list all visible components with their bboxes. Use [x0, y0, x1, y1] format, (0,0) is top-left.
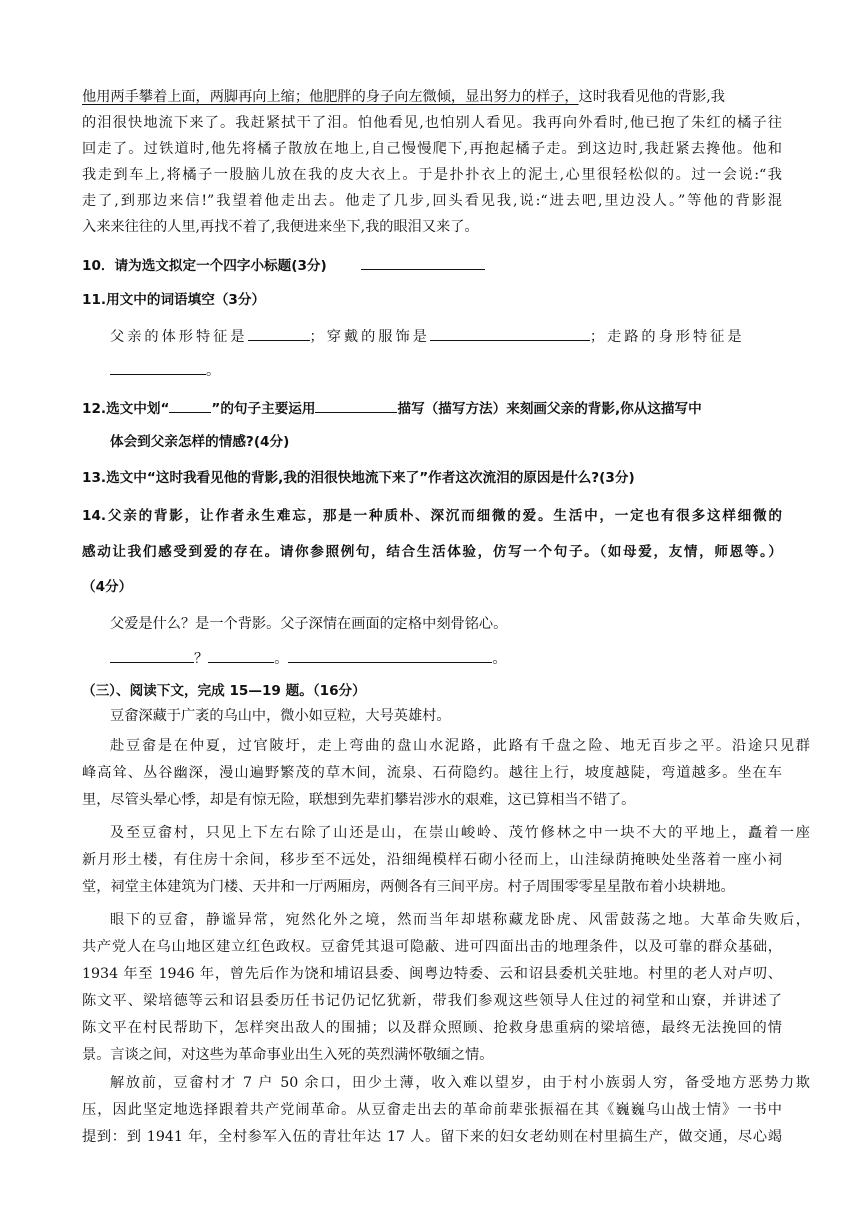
paragraph-line: 压，因此坚定地选择跟着共产党闹革命。从豆畲走出去的革命前辈张振福在其《巍巍乌山战士情》一书中: [82, 1102, 782, 1118]
section-heading: （三）、阅读下文，完成 15—19 题。（16分）: [82, 683, 366, 699]
paragraph-line: 共产党人在乌山地区建立红色政权。豆畲凭其退可隐蔽、进可四面出击的地理条件，以及可靠的群众基础，: [82, 939, 782, 955]
question-10: [82, 255, 782, 276]
answer-blank[interactable]: [110, 360, 206, 375]
punct: 。: [492, 651, 507, 667]
punct: 。: [274, 651, 289, 667]
answer-blank[interactable]: [248, 326, 310, 341]
paragraph-line: 陈文平在村民帮助下，怎样突出敌人的围捕；以及群众照顾、抢救身患重病的梁培德，最终无法挽回的情: [82, 1020, 782, 1036]
punct: ？: [194, 651, 209, 667]
answer-blank[interactable]: [288, 648, 492, 663]
passage-line: [82, 87, 782, 107]
paragraph-line: 堂，祠堂主体建筑为门楼、天井和一厅两厢房，两侧各有三间平房。村子周围零零星星散布着小块耕地。: [82, 879, 735, 895]
paragraph-line: 豆畲深藏于广袤的乌山中，微小如豆粒，大号英雄村。: [110, 708, 451, 724]
paragraph-line: 陈文平、梁培德等云和诏县委历任书记仍记忆犹新，带我们参观这些领导人住过的祠堂和山寮，并讲述了: [82, 993, 782, 1009]
passage-line: 的泪很快地流下来了。我赶紧拭干了泪。怕他看见,也怕别人看见。我再向外看时,他已抱了朱红的橘子往: [82, 115, 782, 131]
question-text: 10．请为选文拟定一个四字小标题(3分): [82, 258, 327, 274]
passage-line: 回走了。过铁道时,他先将橘子散放在地上,自己慢慢爬下,再抱起橘子走。到这边时,我赶紧去搀他。他和: [82, 141, 782, 157]
fill-text: 父亲的体形特征是: [110, 329, 248, 345]
paragraph-line: 及至豆畲村，只见上下左右除了山还是山，在崇山峻岭、茂竹修林之中一块不大的平地上，矗着一座: [110, 825, 810, 841]
answer-blank[interactable]: [430, 326, 590, 341]
question-11-fill-end: [82, 360, 810, 381]
question-14-example: 父爱是什么？是一个背影。父子深情在画面的定格中刻骨铭心。: [110, 616, 508, 632]
question-text: 描写（描写方法）来刻画父亲的背影,你从这描写中: [397, 401, 702, 417]
passage-line: 入来来往往的人里,再找不着了,我便进来坐下,我的眼泪又来了。: [82, 219, 479, 235]
question-14-answer: [82, 648, 810, 669]
paragraph-line: 眼下的豆畲，静谧异常，宛然化外之境，然而当年却堪称藏龙卧虎、风雷鼓荡之地。大革命失败后，: [110, 912, 810, 928]
paragraph-line: 景。言谈之间，对这些为革命事业出生入死的英烈满怀敬缅之情。: [82, 1047, 494, 1063]
paragraph-line: 赴豆畲是在仲夏，过官陂圩，走上弯曲的盘山水泥路，此路有千盘之险、地无百步之平。沿途只见群: [110, 738, 810, 754]
question-14-cont: 感动让我们感受到爱的存在。请你参照例句，结合生活体验，仿写一个句子。（如母爱，友情，师恩等。）: [82, 544, 782, 560]
question-text: ”的句子主要运用: [211, 401, 316, 417]
paragraph-line: 提到：到 1941 年，全村参军入伍的青壮年达 17 人。留下来的妇女老幼则在村里搞生产，做交通，尽心竭: [82, 1129, 782, 1145]
paragraph-line: 里，尽管头晕心悸，却是有惊无险，联想到先辈扪攀岩涉水的艰难，这已算相当不错了。: [82, 792, 636, 808]
question-14: 14.父亲的背影，让作者永生难忘，那是一种质朴、深沉而细微的爱。生活中，一定也有很多这样细微的: [82, 508, 782, 524]
paragraph-line: 新月形土楼，有住房十余间，移步至不远处，沿细绳模样石砌小径而上，山洼绿荫掩映处坐落着一座小祠: [82, 852, 782, 868]
question-12: [82, 398, 782, 419]
question-11-fill: [82, 326, 782, 347]
answer-blank[interactable]: [315, 398, 397, 413]
paragraph-line: 1934 年至 1946 年，曾先后作为饶和埔诏县委、闽粤边特委、云和诏县委机关驻地。村里的老人对卢叨、: [82, 966, 782, 982]
question-12-cont: 体会到父亲怎样的情感?(4分): [110, 434, 290, 450]
question-14-score: （4分）: [82, 579, 133, 595]
fill-text: 。: [206, 363, 221, 379]
fill-text: ；穿戴的服饰是: [309, 329, 430, 345]
paragraph-line: 峰高耸、丛谷幽深，漫山遍野繁茂的草木间，流泉、石荷隐约。越往上行，坡度越陡，弯道越多。坐在车: [82, 765, 782, 781]
text-span: 这时我看见他的背影,我: [578, 89, 725, 105]
question-11: 11.用文中的词语填空（3分）: [82, 292, 266, 308]
answer-blank[interactable]: [361, 255, 485, 270]
answer-blank[interactable]: [208, 648, 274, 663]
answer-blank[interactable]: [169, 398, 211, 413]
answer-blank[interactable]: [110, 648, 194, 663]
question-13: 13.选文中“这时我看见他的背影,我的泪很快地流下来了”作者这次流泪的原因是什么?(3分): [82, 470, 635, 486]
passage-line: 我走到车上,将橘子一股脑儿放在我的皮大衣上。于是扑扑衣上的泥土,心里很轻松似的。过一会说:“我: [82, 167, 782, 183]
underlined-sentence: 他用两手攀着上面，两脚再向上缩；他肥胖的身子向左微倾，显出努力的样子，: [82, 89, 579, 105]
passage-line: 走了,到那边来信!”我望着他走出去。他走了几步,回头看见我,说:“进去吧,里边没人。”等他的背影混: [82, 193, 782, 209]
fill-text: ；走路的身形特征是: [589, 329, 745, 345]
question-text: 12.选文中划“: [82, 401, 170, 417]
paragraph-line: 解放前，豆畲村才 7 户 50 余口，田少土薄，收入难以望岁，由于村小族弱人穷，备受地方恶势力欺: [110, 1075, 810, 1091]
